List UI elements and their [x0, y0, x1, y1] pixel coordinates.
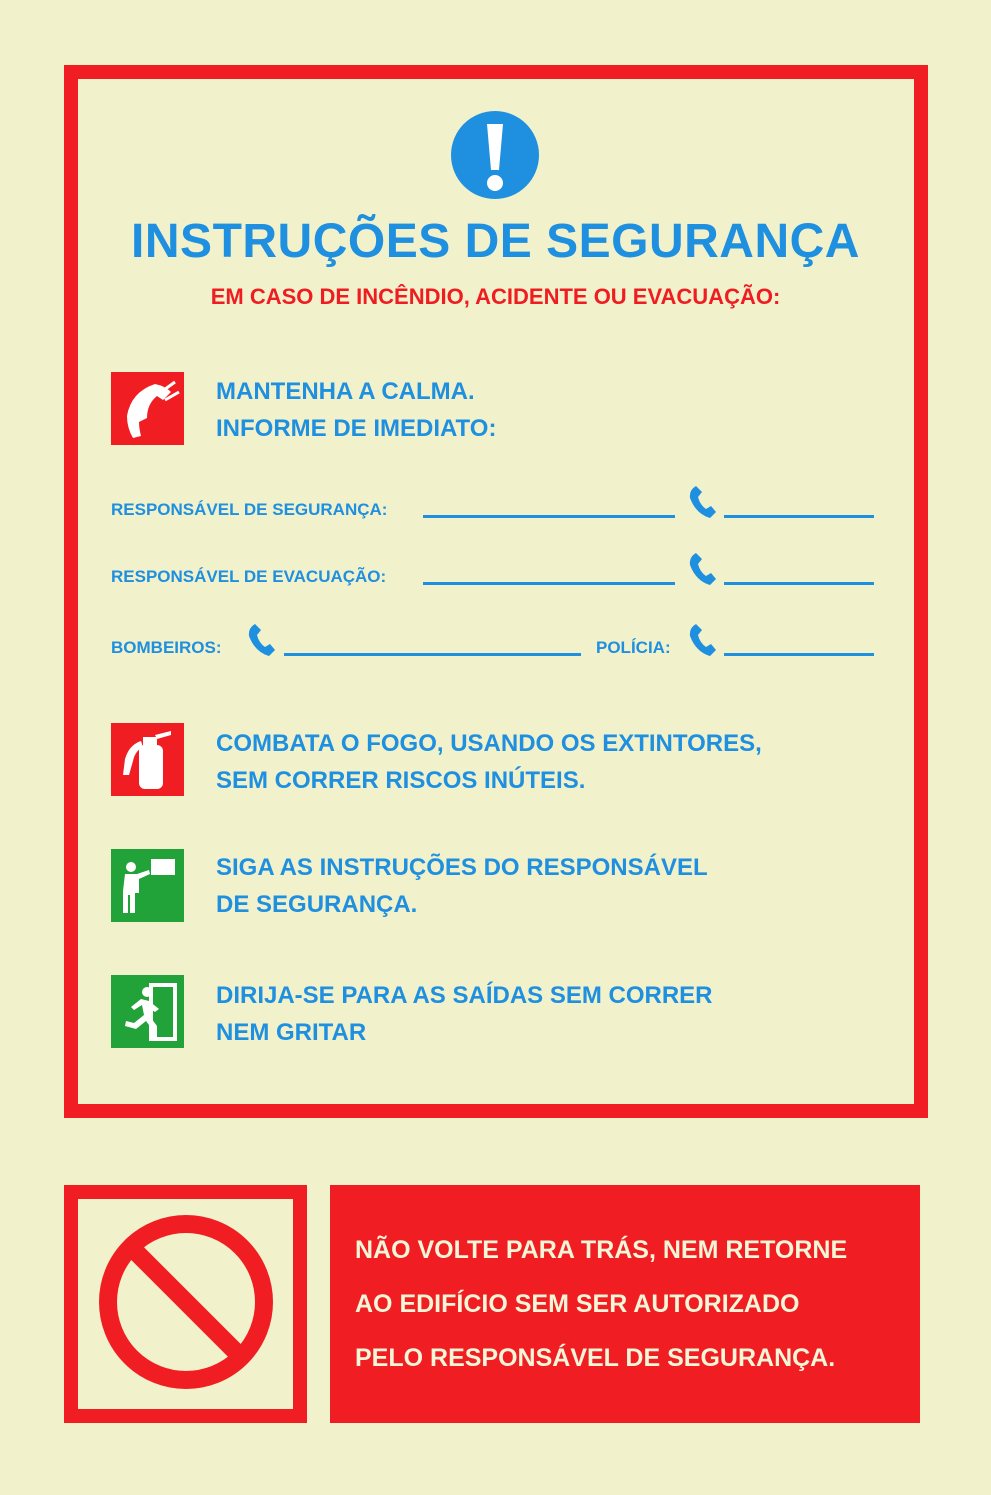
prohibition-icon [96, 1212, 276, 1392]
instruction-line: SEM CORRER RISCOS INÚTEIS. [216, 767, 586, 794]
evacuation-officer-name-field[interactable] [423, 582, 675, 585]
police-label: POLÍCIA: [596, 638, 671, 657]
phone-icon [686, 551, 716, 587]
safety-officer-icon [111, 849, 184, 922]
page-title: INSTRUÇÕES DE SEGURANÇA [131, 215, 860, 268]
instruction-go-to-exits [216, 977, 713, 1051]
instruction-line: DE SEGURANÇA. [216, 891, 418, 918]
phone-icon [245, 622, 275, 658]
safety-officer-phone-field[interactable] [724, 515, 874, 518]
warning-line: NÃO VOLTE PARA TRÁS, NEM RETORNE [355, 1236, 848, 1264]
instruction-line: INFORME DE IMEDIATO: [216, 415, 497, 442]
warning-line: PELO RESPONSÁVEL DE SEGURANÇA. [355, 1344, 836, 1372]
police-phone-field[interactable] [724, 653, 874, 656]
safety-officer-name-field[interactable] [423, 515, 675, 518]
instruction-calm [216, 373, 496, 447]
instruction-line: DIRIJA-SE PARA AS SAÍDAS SEM CORRER [216, 982, 713, 1009]
phone-icon [686, 622, 716, 658]
emergency-exit-icon [111, 975, 184, 1048]
warning-line: AO EDIFÍCIO SEM SER AUTORIZADO [355, 1290, 800, 1318]
phone-icon [686, 484, 716, 520]
exclamation-icon [450, 110, 540, 200]
fire-extinguisher-icon [111, 723, 184, 796]
page-subtitle: EM CASO DE INCÊNDIO, ACIDENTE OU EVACUAÇÃO: [210, 284, 781, 309]
evacuation-officer-label: RESPONSÁVEL DE EVACUAÇÃO: [111, 567, 387, 586]
evacuation-officer-phone-field[interactable] [724, 582, 874, 585]
instruction-fight-fire [216, 725, 762, 799]
telephone-icon [111, 372, 184, 445]
firefighters-phone-field[interactable] [284, 653, 581, 656]
instruction-line: COMBATA O FOGO, USANDO OS EXTINTORES, [216, 730, 762, 757]
instruction-line: MANTENHA A CALMA. [216, 378, 475, 405]
instruction-line: SIGA AS INSTRUÇÕES DO RESPONSÁVEL [216, 854, 708, 881]
safety-officer-label: RESPONSÁVEL DE SEGURANÇA: [111, 500, 388, 519]
firefighters-label: BOMBEIROS: [111, 638, 222, 657]
instruction-line: NEM GRITAR [216, 1019, 367, 1046]
instruction-follow-officer [216, 849, 708, 923]
